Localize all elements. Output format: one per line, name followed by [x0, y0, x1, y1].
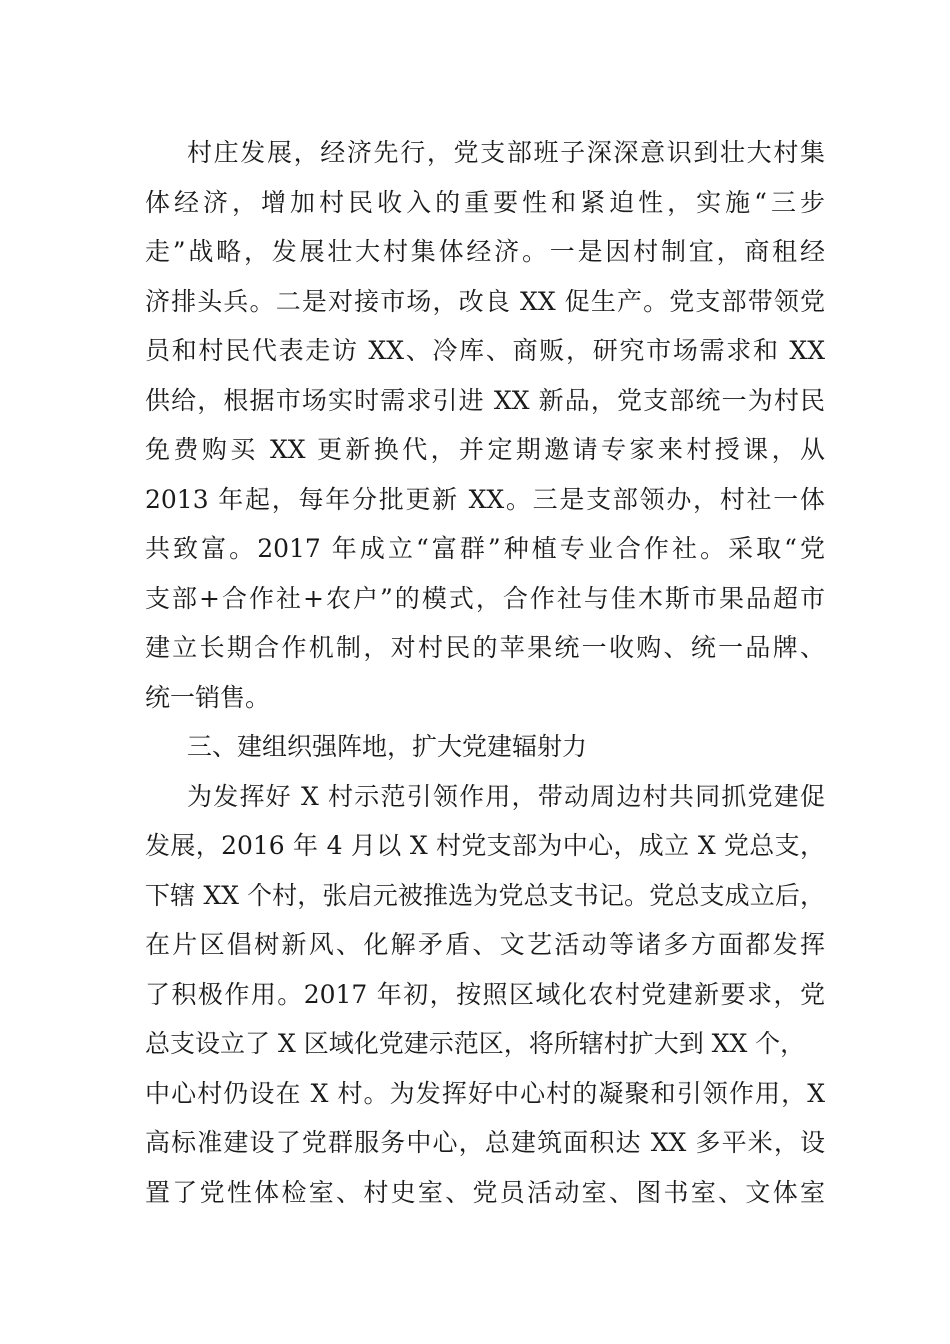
text-line: 体经济，增加村民收入的重要性和紧迫性，实施“三步	[145, 187, 825, 217]
text-line: 支部+合作社+农户”的模式，合作社与佳木斯市果品超市	[145, 583, 825, 613]
text-line: 了积极作用。2017 年初，按照区域化农村党建新要求，党	[145, 979, 825, 1009]
text-line: 在片区倡树新风、化解矛盾、文艺活动等诸多方面都发挥	[145, 930, 825, 959]
text-line: 发展，2016 年 4 月以 X 村党支部为中心，成立 X 党总支，	[145, 831, 825, 860]
text-line: 建立长期合作机制，对村民的苹果统一收购、统一品牌、	[145, 633, 825, 662]
text-line: 供给，根据市场实时需求引进 XX 新品，党支部统一为村民	[145, 385, 825, 415]
text-line: 免费购买 XX 更新换代，并定期邀请专家来村授课，从	[145, 435, 825, 464]
paragraph-economy	[145, 128, 825, 722]
text-line: 总支设立了 X 区域化党建示范区，将所辖村扩大到 XX 个，	[145, 1029, 806, 1058]
document-body	[145, 128, 825, 1217]
text-line: 2013 年起，每年分批更新 XX。三是支部领办，村社一体	[145, 484, 825, 514]
text-line: 员和村民代表走访 XX、冷库、商贩，研究市场需求和 XX	[145, 336, 825, 365]
text-line: 置了党性体检室、村史室、党员活动室、图书室、文体室	[145, 1177, 825, 1207]
paragraph-organization	[145, 772, 825, 1218]
text-line: 为发挥好 X 村示范引领作用，带动周边村共同抓党建促	[187, 781, 825, 811]
text-line: 高标准建设了党群服务中心，总建筑面积达 XX 多平米，设	[145, 1128, 825, 1157]
text-line: 统一销售。	[145, 682, 271, 712]
section-heading: 三、建组织强阵地，扩大党建辐射力	[187, 732, 588, 761]
text-line: 走”战略，发展壮大村集体经济。一是因村制宜，商租经	[145, 237, 825, 266]
text-line: 济排头兵。二是对接市场，改良 XX 促生产。党支部带领党	[145, 286, 825, 316]
text-line: 下辖 XX 个村，张启元被推选为党总支书记。党总支成立后，	[145, 880, 825, 910]
text-line: 村庄发展，经济先行，党支部班子深深意识到壮大村集	[187, 138, 825, 167]
text-line: 共致富。2017 年成立“富群”种植专业合作社。采取“党	[145, 534, 825, 563]
text-line: 中心村仍设在 X 村。为发挥好中心村的凝聚和引领作用，X	[145, 1078, 825, 1108]
